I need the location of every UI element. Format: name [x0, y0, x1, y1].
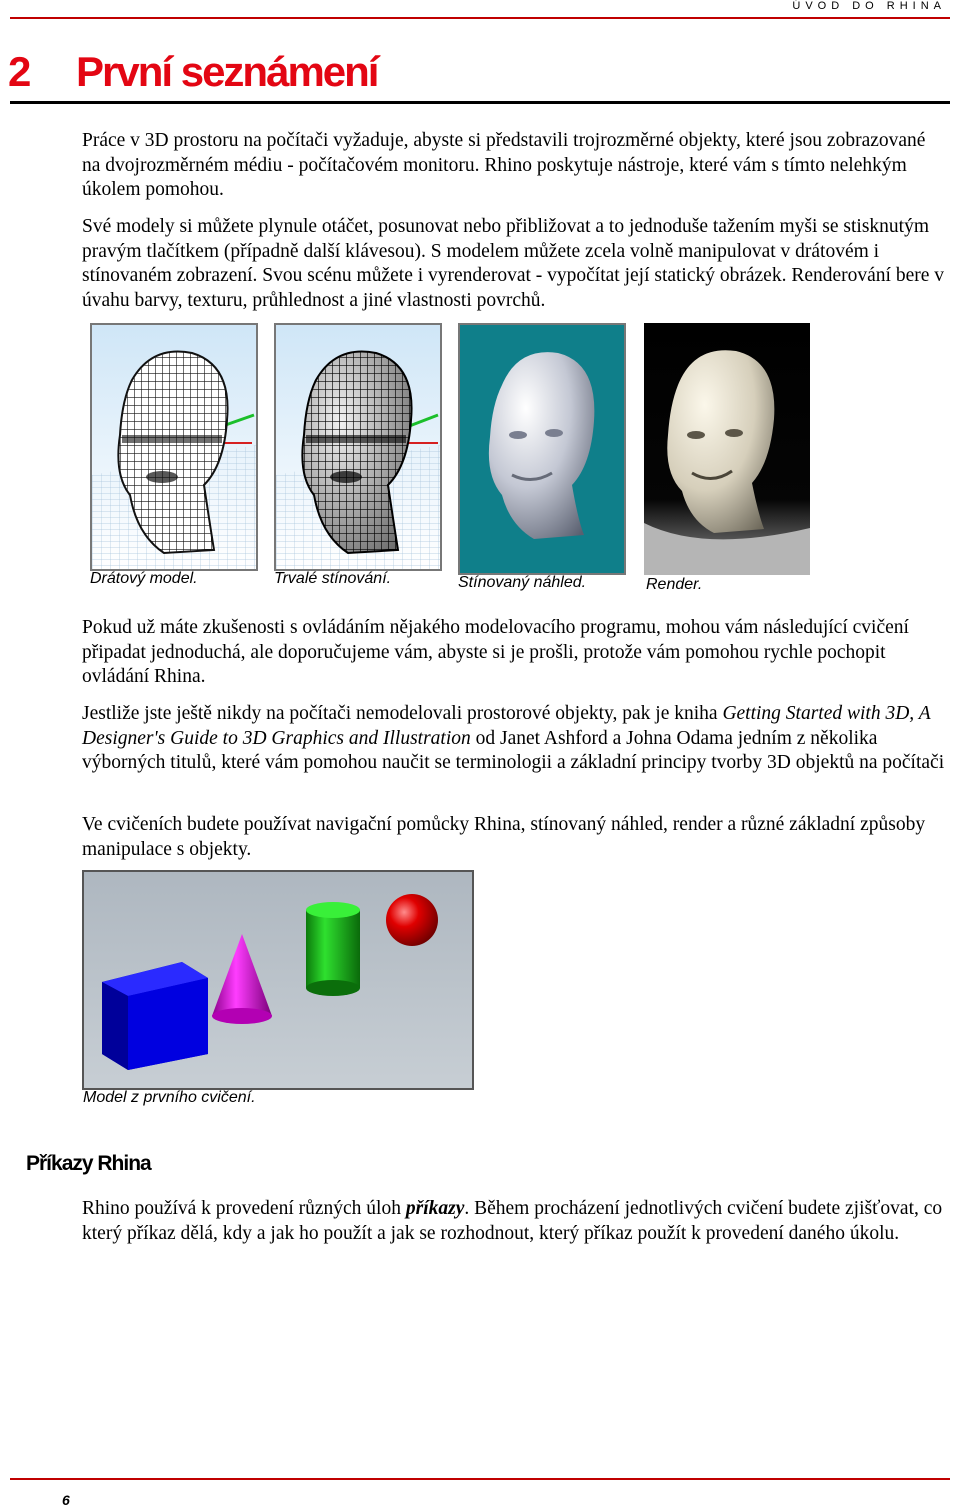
persistent-shading-head-image — [276, 325, 440, 569]
paragraph-book-recommendation — [82, 702, 948, 776]
book-title: Getting Started with 3D, A Designer's Guide to 3D Graphics and Illustration — [82, 703, 931, 749]
figure-render-head — [644, 323, 810, 575]
figure-wireframe-head — [90, 323, 258, 571]
header-rule — [10, 17, 950, 19]
footer-rule — [10, 1478, 950, 1480]
paragraph-exercises: Ve cvičeních budete používat navigační pomůcky Rhina, stínovaný náhled, render a různé základní způsoby manipulace s objekty. — [82, 814, 926, 860]
book-text-end: od Janet Ashford a Johna Odama jedním z několika výborných titulů, které vám pomohou naučit se terminologii a základní principy tvorby 3D objektů na počítači — [82, 727, 945, 773]
figure-shaded-head — [458, 323, 626, 575]
book-text-start: Jestliže jste ještě nikdy na počítači nemodelovali prostorové objekty, pak je kniha — [82, 703, 723, 724]
paragraph-experience: Pokud už máte zkušenosti s ovládáním nějakého modelovacího programu, mohou vám následující cvičení připadat jednoduchá, ale doporučujeme vám, abyste si je prošli, protože vám pomohou rychle pochopit ovládání Rhina. — [82, 617, 909, 687]
commands-text-end: . Během procházení jednotlivých cvičení budete zjišťovat, co který příkaz dělá, kdy a jak ho použít a jak se rozhodnout, který příkaz použít k provedení daného úkolu. — [82, 1198, 943, 1244]
primitives-model-image — [84, 872, 472, 1088]
caption-first-exercise-model: Model z prvního cvičení. — [83, 1089, 256, 1106]
commands-keyword: příkazy — [405, 1198, 465, 1219]
figure-first-exercise-model — [82, 870, 474, 1090]
caption-persistent-shading: Trvalé stínování. — [274, 570, 392, 587]
render-head-image — [644, 323, 810, 575]
chapter-number: 2 — [8, 48, 30, 95]
chapter-rule — [10, 101, 950, 104]
paragraph-navigation: Své modely si můžete plynule otáčet, posunovat nebo přibližovat a to jednoduše tažením myši se stisknutým pravým tlačítkem (případně další klávesou). S modelem můžete zcela volně manipulovat v drátovém i stínovaném zobrazení. Svou scénu můžete i vyrenderovat - vypočítat její statický obrázek. Renderování bere v úvahu barvy, texturu, průhlednost a jiné vlastnosti povrchů. — [82, 216, 945, 311]
paragraph-commands — [82, 1197, 944, 1246]
caption-wireframe: Drátový model. — [90, 570, 198, 587]
caption-shaded: Stínovaný náhled. — [458, 574, 587, 591]
caption-render: Render. — [646, 576, 703, 593]
running-header: ÚVOD DO RHINA — [792, 0, 946, 12]
wireframe-head-image — [92, 325, 256, 569]
section-title: Příkazy Rhina — [26, 1152, 151, 1175]
figure-persistent-shading-head — [274, 323, 442, 571]
paragraph-intro: Práce v 3D prostoru na počítači vyžaduje, abyste si představili trojrozměrné objekty, které jsou zobrazované na dvojrozměrném médiu - počítačovém monitoru. Rhino poskytuje nástroje, které vám s tímto nelehkým úkolem pomohou. — [82, 130, 926, 200]
chapter-title: První seznámení — [76, 48, 378, 95]
shaded-head-image — [460, 325, 624, 573]
commands-text-start: Rhino používá k provedení různých úloh — [82, 1198, 406, 1219]
page-number: 6 — [62, 1492, 70, 1508]
